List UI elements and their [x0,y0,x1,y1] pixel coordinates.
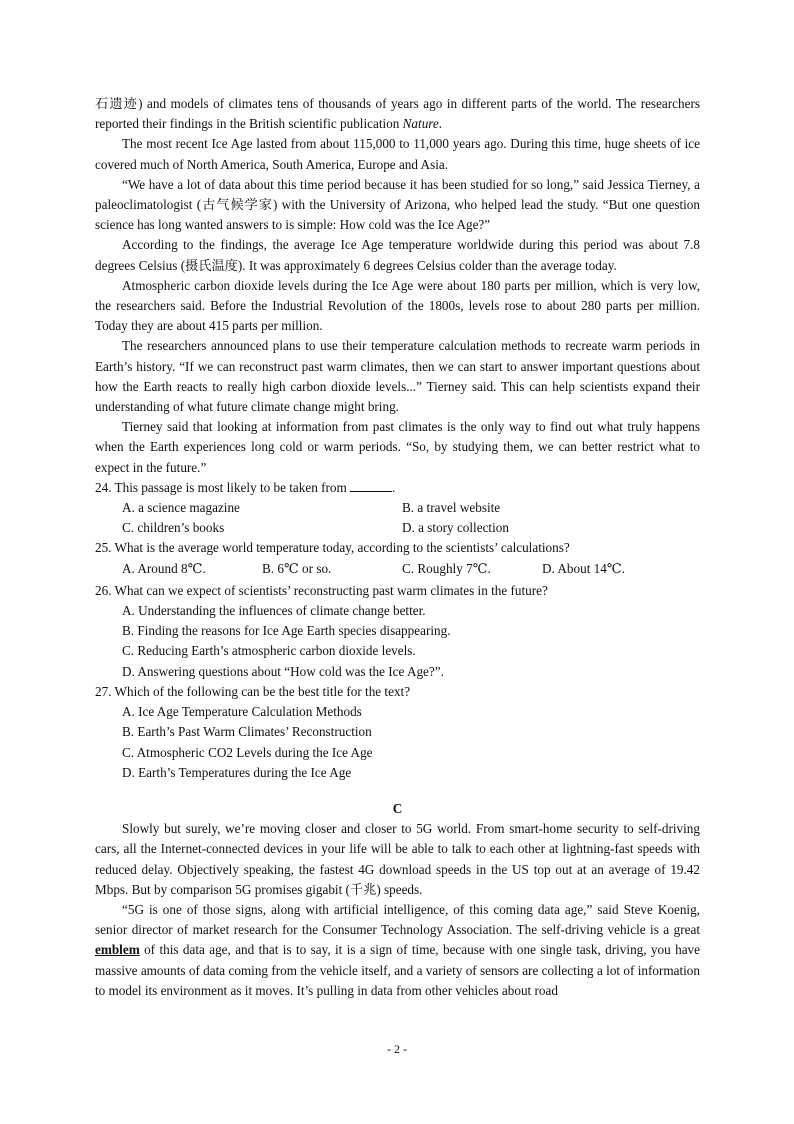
option-a: A. Around 8℃. [122,560,206,576]
answer-blank [350,478,392,492]
option-d: D. Earth’s Temperatures during the Ice Age [122,764,352,780]
page-number: - 2 - [387,1042,407,1056]
question-24-stem: 24. This passage is most likely to be taken from . [95,479,396,495]
option-a: A. Understanding the influences of climate change better. [122,603,426,619]
option-d: D. Answering questions about “How cold was the Ice Age?”. [122,663,444,679]
question-25-stem: 25. What is the average world temperature today, according to the scientists’ calculations? [95,540,570,556]
passage-b-paragraph-7: Tierney said that looking at information from past climates is the only way to find out what truly happens when the Earth experiences long cold or warm periods. “So, by studying them, we can better restrict what to expect in the future.” [95,419,700,475]
question-25-options [122,559,700,579]
passage-c-paragraph-2: “5G is one of those signs, along with artificial intelligence, of this coming data age,” said Steve Koenig, senior director of market research for the Consumer Technology Association. The self-driving vehicle is a great emblem of this data age, and that is to say, it is a sign of time, because with one single task, driving, you have massive amounts of data coming from the vehicle itself, and a variety of sensors are collecting a lot of information to model its environment as it moves. It’s pulling in data from other vehicles about road [95,901,700,998]
option-c: C. Reducing Earth’s atmospheric carbon dioxide levels. [122,643,416,659]
option-b: B. a travel website [402,500,501,516]
question-24-options-row-2 [122,518,700,538]
option-d: D. About 14℃. [542,560,625,576]
passage-b-paragraph-1: 石遗迹) and models of climates tens of thousands of years ago in different parts of the world. The researchers reported their findings in the British scientific publication Nature. [95,96,700,132]
option-c: C. Roughly 7℃. [402,560,491,576]
passage-b-paragraph-5: Atmospheric carbon dioxide levels during the Ice Age were about 180 parts per million, which is very low, the researchers said. Before the Industrial Revolution of the 1800s, levels rose to about 280 parts per million. Today they are about 415 parts per million. [95,277,700,334]
section-c-heading: C [392,800,403,816]
passage-b-paragraph-6: The researchers announced plans to use their temperature calculation methods to recreate warm periods in Earth’s history. “If we can reconstruct past warm climates, then we can start to answer important questions about how the Earth reacts to really high carbon dioxide levels...” Tierney said. This can help scientists expand their understanding of what future climate change might bring. [95,338,700,415]
option-c: C. Atmospheric CO2 Levels during the Ice Age [122,744,373,760]
underlined-word: emblem [95,942,140,958]
passage-c-paragraph-1: Slowly but surely, we’re moving closer and closer to 5G world. From smart-home security to self-driving cars, all the Internet-connected devices in your life will be able to talk to each other at lightning-fast speeds with reduced delay. Objectively speaking, the fastest 4G download speeds in the US top out at an average of 19.42 Mbps. But by comparison 5G promises gigabit (千兆) speeds. [95,821,700,897]
question-27-stem: 27. Which of the following can be the best title for the text? [95,683,411,699]
passage-b-paragraph-4: According to the findings, the average Ice Age temperature worldwide during this period was about 7.8 degrees Celsius (摄氏温度). It was approximately 6 degrees Celsius colder than the average today. [95,237,700,273]
option-d: D. a story collection [402,520,509,536]
option-b: B. Finding the reasons for Ice Age Earth species disappearing. [122,623,451,639]
page-content [95,94,700,1001]
option-b: B. 6℃ or so. [262,560,332,576]
question-26-stem: 26. What can we expect of scientists’ reconstructing past warm climates in the future? [95,582,548,598]
option-c: C. children’s books [122,520,225,536]
question-24-options-row-1 [122,498,700,518]
option-b: B. Earth’s Past Warm Climates’ Reconstruction [122,724,372,740]
passage-b-paragraph-2: The most recent Ice Age lasted from about 115,000 to 11,000 years ago. During this time, huge sheets of ice covered much of North America, South America, Europe and Asia. [95,136,700,172]
passage-b-paragraph-3: “We have a lot of data about this time period because it has been studied for so long,” said Jessica Tierney, a paleoclimatologist (古气候学家) with the University of Arizona, who helped lead the study. “But one question science has long wanted answers to is simple: How cold was the Ice Age?” [95,176,700,233]
publication-name: Nature [402,116,439,132]
option-a: A. a science magazine [122,500,240,516]
option-a: A. Ice Age Temperature Calculation Methods [122,704,362,720]
